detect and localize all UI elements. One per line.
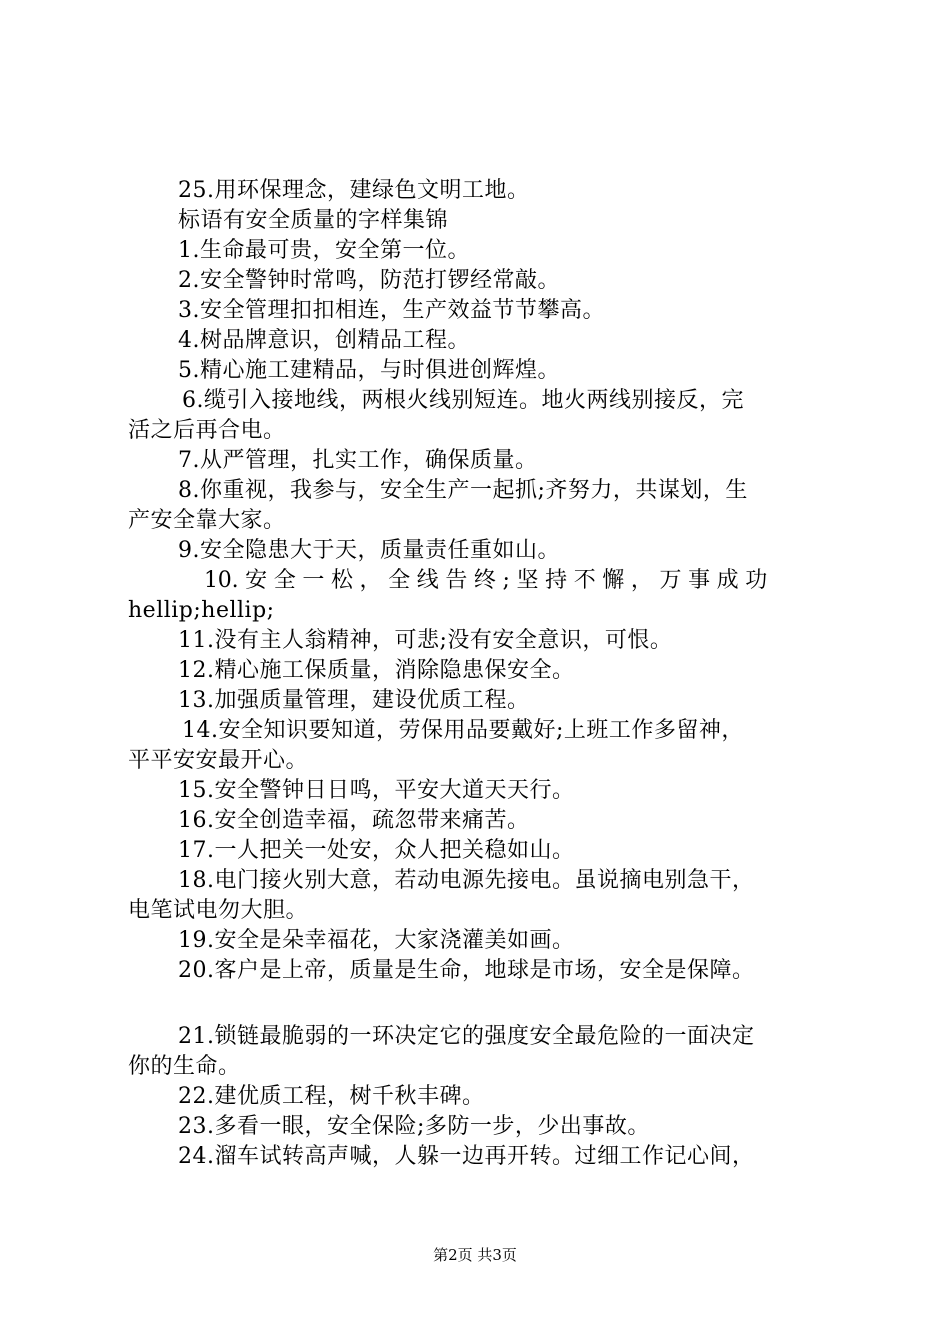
text-line: 22.建优质工程，树千秋丰碑。 <box>178 1084 485 1109</box>
text-line: 17.一人把关一处安，众人把关稳如山。 <box>178 838 575 863</box>
text-line: 25.用环保理念，建绿色文明工地。 <box>178 178 530 203</box>
text-line: 24.溜车试转高声喊，人躲一边再开转。过细工作记心间， <box>178 1144 755 1169</box>
blank-line <box>128 986 830 1022</box>
text-line: 产安全靠大家。 <box>128 508 286 533</box>
text-line: 你的生命。 <box>128 1054 241 1079</box>
text-line: 18.电门接火别大意，若动电源先接电。虽说摘电别急干， <box>178 868 755 893</box>
text-line: 活之后再合电。 <box>128 418 286 443</box>
text-line: 1.生命最可贵，安全第一位。 <box>178 238 470 263</box>
page-footer: 第2页 共3页 <box>433 1246 517 1264</box>
text-line: 8.你重视，我参与，安全生产一起抓;齐努力，共谋划，生 <box>178 478 748 503</box>
text-line: hellip;hellip; <box>128 598 275 623</box>
text-line: 6.缆引入接地线，两根火线别短连。地火两线别接反，完 <box>182 388 744 413</box>
text-line: 4.树品牌意识，创精品工程。 <box>178 328 470 353</box>
text-line: 20.客户是上帝，质量是生命，地球是市场，安全是保障。 <box>178 958 755 983</box>
text-line: 9.安全隐患大于天，质量责任重如山。 <box>178 538 560 563</box>
text-line: 电笔试电勿大胆。 <box>128 898 309 923</box>
text-line: 10. 安 全 一 松 ， 全 线 告 终 ; 坚 持 不 懈 ， 万 事 成 功 <box>204 568 768 593</box>
section-heading: 标语有安全质量的字样集锦 <box>178 208 449 233</box>
document-body <box>128 176 830 1172</box>
text-line: 5.精心施工建精品，与时俱进创辉煌。 <box>178 358 560 383</box>
text-line: 15.安全警钟日日鸣，平安大道天天行。 <box>178 778 575 803</box>
text-line: 13.加强质量管理，建设优质工程。 <box>178 688 530 713</box>
text-line: 14.安全知识要知道，劳保用品要戴好;上班工作多留神， <box>182 718 744 743</box>
text-line: 16.安全创造幸福，疏忽带来痛苦。 <box>178 808 530 833</box>
text-line: 2.安全警钟时常鸣，防范打锣经常敲。 <box>178 268 560 293</box>
text-line: 3.安全管理扣扣相连，生产效益节节攀高。 <box>178 298 605 323</box>
text-line: 11.没有主人翁精神，可悲;没有安全意识，可恨。 <box>178 628 673 653</box>
text-line: 12.精心施工保质量，消除隐患保安全。 <box>178 658 575 683</box>
text-line: 平平安安最开心。 <box>128 748 309 773</box>
text-line: 7.从严管理，扎实工作，确保质量。 <box>178 448 538 473</box>
text-line: 21.锁链最脆弱的一环决定它的强度安全最危险的一面决定 <box>178 1024 755 1049</box>
text-line: 19.安全是朵幸福花，大家浇灌美如画。 <box>178 928 575 953</box>
text-line: 23.多看一眼，安全保险;多防一步，少出事故。 <box>178 1114 650 1139</box>
